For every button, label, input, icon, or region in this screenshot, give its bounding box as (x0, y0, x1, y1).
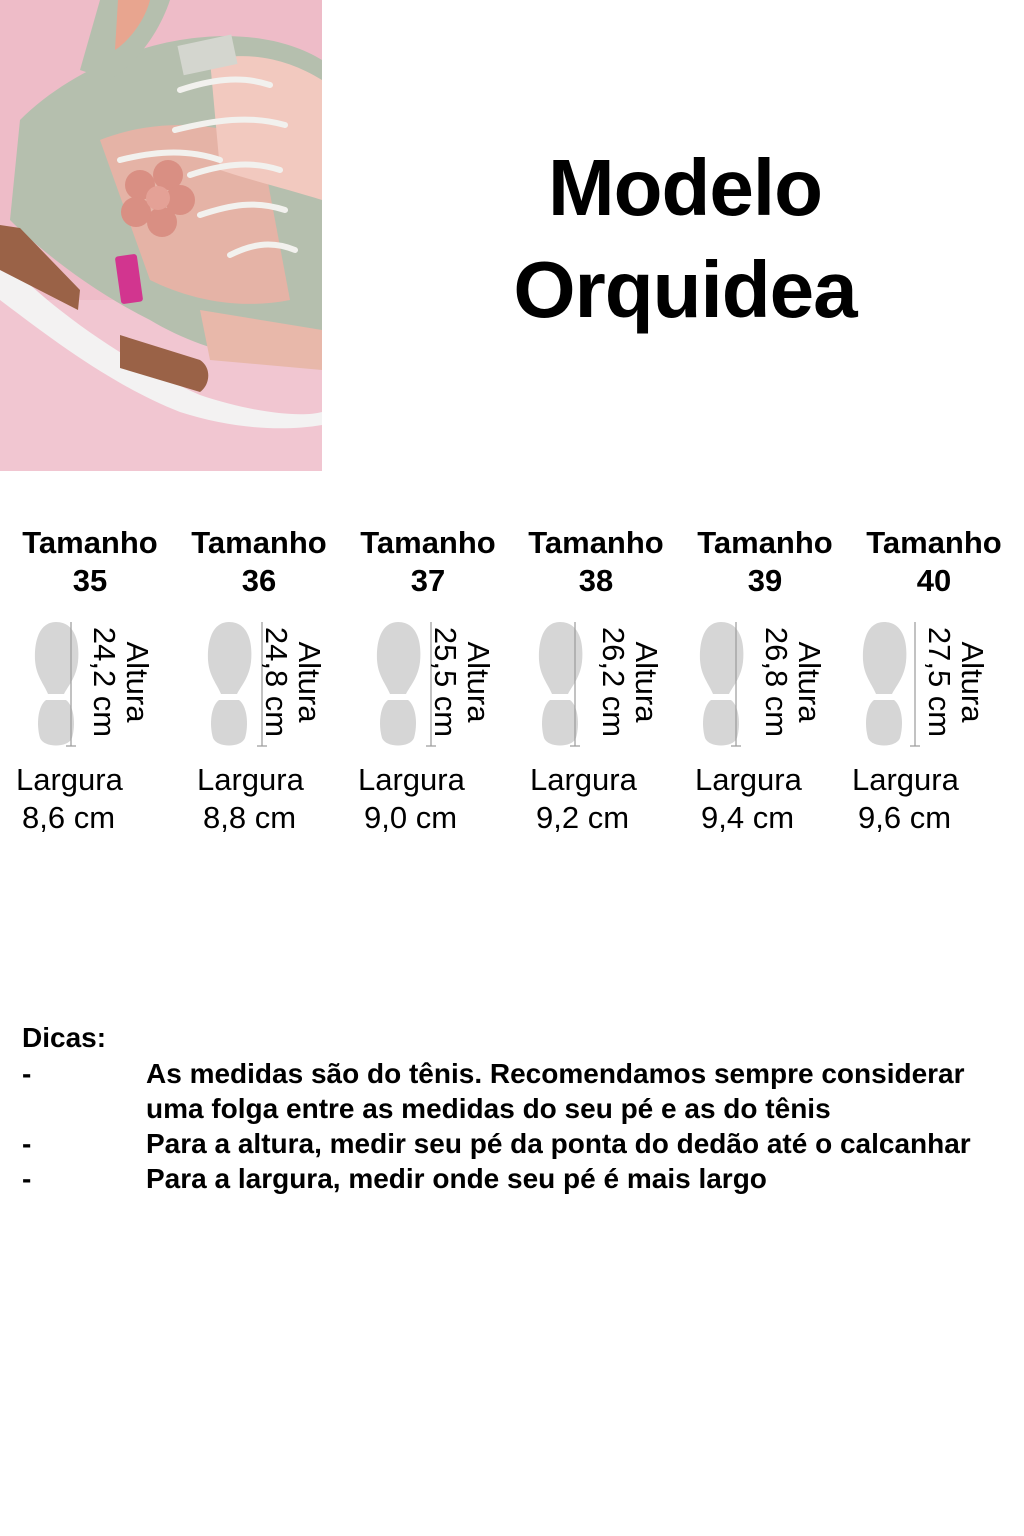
tips-title: Dicas: (22, 1022, 107, 1053)
size-heading (512, 524, 680, 600)
size-number: 38 (578, 563, 614, 598)
size-label: Tamanho (360, 525, 496, 560)
measure-line-icon (568, 620, 582, 750)
size-column-40 (850, 0, 1018, 860)
height-value: 26,2 cm (596, 626, 631, 738)
size-column-38 (512, 0, 680, 860)
tip-bullet: - (22, 1163, 32, 1194)
tip-bullet: - (22, 1058, 32, 1089)
size-number: 39 (747, 563, 783, 598)
page-title-line-2: Orquidea (513, 245, 857, 334)
size-heading (6, 524, 174, 600)
height-measure (88, 614, 154, 750)
width-value: 9,0 cm (364, 800, 458, 835)
size-label: Tamanho (528, 525, 664, 560)
size-number: 36 (241, 563, 277, 598)
height-measure (760, 614, 826, 750)
height-measure (923, 614, 989, 750)
height-label: Altura (461, 641, 496, 723)
height-label: Altura (955, 641, 990, 723)
tip-text: As medidas são do tênis. Recomendamos sempre considerar uma folga entre as medidas do seu pé e as do tênis (146, 1058, 965, 1124)
width-value: 9,6 cm (858, 800, 952, 835)
size-heading (175, 524, 343, 600)
height-measure (429, 614, 495, 750)
height-label: Altura (292, 641, 327, 723)
size-number: 40 (916, 563, 952, 598)
width-label: Largura (852, 762, 959, 797)
size-column-36 (175, 0, 343, 860)
width-label: Largura (695, 762, 802, 797)
tip-item (22, 1056, 1002, 1126)
size-label: Tamanho (866, 525, 1002, 560)
width-measure (852, 761, 1020, 837)
width-measure (530, 761, 698, 837)
width-label: Largura (16, 762, 123, 797)
width-measure (197, 761, 365, 837)
footprint-icon (858, 620, 910, 750)
page-title-line-1: Modelo (548, 143, 822, 232)
tip-bullet: - (22, 1128, 32, 1159)
size-heading (850, 524, 1018, 600)
size-label: Tamanho (22, 525, 158, 560)
tip-text: Para a largura, medir onde seu pé é mais largo (146, 1163, 767, 1194)
size-label: Tamanho (697, 525, 833, 560)
height-value: 27,5 cm (922, 626, 957, 738)
footprint-icon (372, 620, 424, 750)
height-label: Altura (629, 641, 664, 723)
width-measure (358, 761, 526, 837)
size-heading (344, 524, 512, 600)
height-measure (597, 614, 663, 750)
footprint-icon (203, 620, 255, 750)
height-value: 24,8 cm (259, 626, 294, 738)
height-value: 24,2 cm (87, 626, 122, 738)
width-label: Largura (197, 762, 304, 797)
size-column-37 (344, 0, 512, 860)
height-label: Altura (792, 641, 827, 723)
size-column-39 (681, 0, 849, 860)
size-label: Tamanho (191, 525, 327, 560)
height-label: Altura (120, 641, 155, 723)
width-value: 8,8 cm (203, 800, 297, 835)
measure-line-icon (64, 620, 78, 750)
tip-item (22, 1161, 1002, 1196)
size-number: 35 (72, 563, 108, 598)
measure-line-icon (908, 620, 922, 750)
width-label: Largura (530, 762, 637, 797)
size-column-35 (6, 0, 174, 860)
width-value: 9,4 cm (701, 800, 795, 835)
size-number: 37 (410, 563, 446, 598)
width-value: 8,6 cm (22, 800, 116, 835)
tip-item (22, 1126, 1002, 1161)
tips-section (22, 1020, 1002, 1196)
tip-text: Para a altura, medir seu pé da ponta do dedão até o calcanhar (146, 1128, 971, 1159)
width-measure (695, 761, 863, 837)
height-value: 25,5 cm (428, 626, 463, 738)
height-measure (260, 614, 326, 750)
width-measure (16, 761, 184, 837)
measure-line-icon (729, 620, 743, 750)
width-label: Largura (358, 762, 465, 797)
width-value: 9,2 cm (536, 800, 630, 835)
height-value: 26,8 cm (759, 626, 794, 738)
size-heading (681, 524, 849, 600)
